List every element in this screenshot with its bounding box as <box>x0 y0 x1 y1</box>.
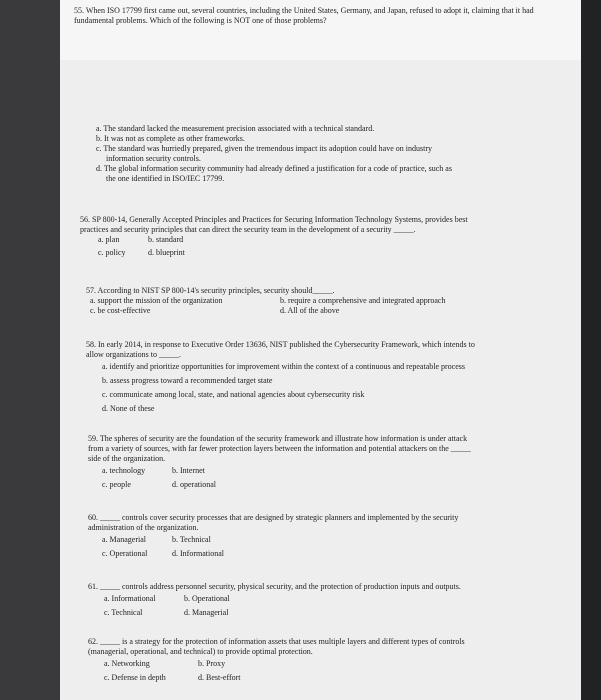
q56-option-d[interactable]: d. blueprint <box>148 248 185 257</box>
q59-option-a[interactable]: a. technology <box>102 466 146 475</box>
q58-option-d[interactable]: d. None of these <box>102 404 155 413</box>
q59-option-c[interactable]: c. people <box>102 480 131 489</box>
q61-stem: 61. _____ controls address personnel security, physical security, and the protection of production inputs and outputs. <box>88 582 461 591</box>
q59-option-b[interactable]: b. Internet <box>172 466 205 475</box>
q56-option-b[interactable]: b. standard <box>148 235 184 244</box>
left-background <box>0 0 60 700</box>
q55-option-b[interactable]: b. It was not as complete as other frameworks. <box>96 134 245 143</box>
question-59 <box>88 434 573 490</box>
q62-option-b[interactable]: b. Proxy <box>198 659 226 668</box>
worksheet-page <box>60 0 581 700</box>
q55-option-a[interactable]: a. The standard lacked the measurement precision associated with a technical standard. <box>96 124 375 133</box>
q62-option-a[interactable]: a. Networking <box>104 659 150 668</box>
q56-stem-2: practices and security principles that can direct the security team in the development of a security _____. <box>80 225 416 234</box>
q58-stem-2: allow organizations to _____. <box>86 350 181 359</box>
q57-stem: 57. According to NIST SP 800-14's security principles, security should_____. <box>86 286 335 295</box>
q59-option-d[interactable]: d. operational <box>172 480 216 489</box>
question-55-stem: 55. When ISO 17799 first came out, several countries, including the United States, Germany, and Japan, refused to adopt it, claiming that it had fundamental problems. Which of the following is NOT one of those problems? <box>74 6 534 25</box>
q57-option-a[interactable]: a. support the mission of the organization <box>90 296 223 305</box>
question-62 <box>88 637 573 683</box>
q58-option-c[interactable]: c. communicate among local, state, and national agencies about cybersecurity risk <box>102 390 365 399</box>
q62-stem-2: (managerial, operational, and technical) to provide optimal protection. <box>88 647 313 656</box>
q55-option-d[interactable]: d. The global information security community had already defined a justification for a code of practice, such as <box>96 164 452 173</box>
q59-stem-3: side of the organization. <box>88 454 166 463</box>
q56-option-c[interactable]: c. policy <box>98 248 126 257</box>
q62-option-d[interactable]: d. Best-effort <box>198 673 241 682</box>
question-61 <box>88 582 573 618</box>
question-56 <box>80 215 570 258</box>
q60-stem-1: 60. _____ controls cover security processes that are designed by strategic planners and implemented by the security <box>88 513 459 522</box>
q56-stem-1: 56. SP 800-14, Generally Accepted Principles and Practices for Securing Information Technology Systems, provides best <box>80 215 468 224</box>
q60-option-d[interactable]: d. Informational <box>172 549 224 558</box>
question-55-options <box>96 124 566 184</box>
q62-stem-1: 62. _____ is a strategy for the protection of information assets that uses multiple layers and different types of controls <box>88 637 465 646</box>
q59-stem-2: from a variety of sources, with far fewer protection layers between the information and potential attackers on the _____ <box>88 444 471 453</box>
q60-option-c[interactable]: c. Operational <box>102 549 148 558</box>
q55-option-c[interactable]: c. The standard was hurriedly prepared, given the tremendous impact its adoption could have on industry <box>96 144 432 153</box>
q61-option-a[interactable]: a. Informational <box>104 594 156 603</box>
q55-option-c-cont: information security controls. <box>106 154 201 163</box>
right-background <box>581 0 601 700</box>
q55-option-d-cont: the one identified in ISO/IEC 17799. <box>106 174 225 183</box>
q57-option-b[interactable]: b. require a comprehensive and integrated approach <box>280 296 446 305</box>
q60-stem-2: administration of the organization. <box>88 523 199 532</box>
q61-option-d[interactable]: d. Managerial <box>184 608 229 617</box>
question-58 <box>86 340 576 414</box>
q58-stem-1: 58. In early 2014, in response to Executive Order 13636, NIST published the Cybersecurity Framework, which intends to <box>86 340 475 349</box>
question-60 <box>88 513 573 559</box>
q56-option-a[interactable]: a. plan <box>98 235 120 244</box>
q59-stem-1: 59. The spheres of security are the foundation of the security framework and illustrate how information is under attack <box>88 434 468 443</box>
q58-option-a[interactable]: a. identify and prioritize opportunities for improvement within the context of a continuous and repeatable process <box>102 362 466 371</box>
q57-option-c[interactable]: c. be cost-effective <box>90 306 151 315</box>
q61-option-b[interactable]: b. Operational <box>184 594 230 603</box>
q61-option-c[interactable]: c. Technical <box>104 608 143 617</box>
q60-option-a[interactable]: a. Managerial <box>102 535 146 544</box>
question-57 <box>86 286 566 316</box>
q58-option-b[interactable]: b. assess progress toward a recommended target state <box>102 376 273 385</box>
q57-option-d[interactable]: d. All of the above <box>280 306 340 315</box>
q60-option-b[interactable]: b. Technical <box>172 535 211 544</box>
q62-option-c[interactable]: c. Defense in depth <box>104 673 166 682</box>
